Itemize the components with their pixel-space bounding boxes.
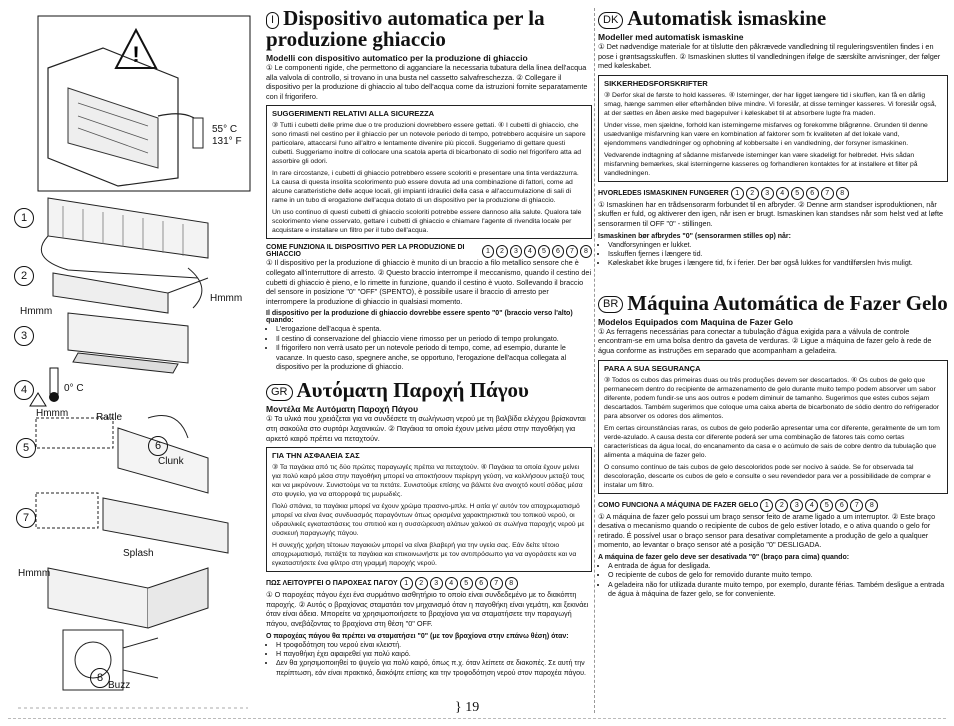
- greek-how-title: ΠΩΣ ΛΕΙΤΟΥΡΓΕΙ Ο ΠΑΡΟΧΕΑΣ ΠΑΓΟΥ 1 2 3 4 5 6 7 8: [266, 577, 592, 590]
- temp-celsius-label: 55° C: [212, 124, 238, 135]
- danish-section: [598, 8, 948, 269]
- list-item: • Isskuffen fjernes i længere tid.: [608, 250, 948, 259]
- danish-safety-title: SIKKERHEDSFORSKRIFTER: [604, 78, 708, 88]
- danish-title: DK Automatisk ismaskine: [598, 8, 948, 29]
- danish-safety-p3: Vedvarende indtagning af sådanne misfarvede isterninger kan være skadeligt for helbredet. Hvis sådan misfarvning bemærkes, skal isterningerne kasseres og forhandleren kontaktes for at installere et filter på vandledningen.: [604, 151, 918, 177]
- greek-stop-title: Ο παροχέας πάγου θα πρέπει να σταματήσει "0" (με τον βραχίονα στην επάνω θέση) όταν:: [266, 632, 569, 640]
- greek-safety-p2: Πολύ σπάνια, τα παγάκια μπορεί να έχουν χρώμα πρασινο-μπλε. Η αιτία γι' αυτόν τον αποχρωματισμό μπορεί να είναι ένας συνδυασμός παραγόντων όπως ορισμένα χαρακτηριστικά του τοπικού νερού, οι υδραυλικές εγκαταστάσεις του σπιτιού και η συσσώρευση αλάτων χαλκού σε σωλήνα παροχής νερού με συσκευή παραγωγής πάγου.: [272, 503, 585, 538]
- middle-column: [266, 8, 592, 678]
- marker-8: 8: [90, 668, 110, 688]
- list-item: • O recipiente de cubos de gelo for removido durante muito tempo.: [608, 571, 948, 580]
- greek-safety-box: [266, 447, 592, 572]
- list-item: • L'erogazione dell'acqua è spenta.: [276, 325, 592, 334]
- greek-title: GR Αυτόματη Παροχή Πάγου: [266, 380, 592, 401]
- clunk-label: Clunk: [158, 456, 184, 467]
- italian-safety-p1: ③ Tutti i cubetti delle prime due o tre produzioni dovrebbero essere gettati. ④ I cubetti di ghiaccio, che sono rimasti nel cestino per il ghiaccio per un notevole periodo di tempo, potrebbero acquisire un sapore particolare, attaccarsi l'uno all'altro e lentamente divenire più piccoli. Suggeriamo di gettare questi cubetti. Suggeriamo inoltre di collocare una scatola aperta di bicarbonato di sodio nel frigorifero atta ad assorbire gli odori.: [272, 122, 586, 166]
- greek-models: Μοντέλα Με Αυτόματη Παροχή Πάγου: [266, 404, 419, 415]
- danish-safety-p2: Under visse, men sjældne, forhold kan isterningerne misfarves og forekomme blågrønne. Grunden til denne usædvanlige misfarvning kan være en kombination af faktorer som fx kvaliteten af det lokale vand, ejendommens vandledninger og ophobning af kobbersalte i en vandledning, der forsyner ismaskinen.: [604, 121, 928, 147]
- italian-section: [266, 8, 592, 372]
- greek-section: [266, 380, 592, 678]
- splash-label: Splash: [123, 548, 154, 559]
- italian-how-title: COME FUNZIONA IL DISPOSITIVO PER LA PRODUZIONE DI GHIACCIO 1 2 3 4 5 6 7 8: [266, 244, 592, 258]
- illustration-column: [8, 8, 258, 713]
- list-item: • Køleskabet ikke bruges i længere tid, fx i ferier. Der bør også lukkes for vandtilførslen hvis muligt.: [608, 259, 948, 268]
- marker-2: 2: [14, 266, 34, 286]
- italian-title: I Dispositivo automatica per la produzione ghiaccio: [266, 6, 545, 51]
- hmmm-label-2: Hmmm: [210, 293, 243, 304]
- danish-how-title: HVORLEDES ISMASKINEN FUNGERER 1 2 3 4 5 6 7 8: [598, 187, 948, 200]
- hmmm-label-1: Hmmm: [20, 306, 53, 317]
- buzz-label: Buzz: [108, 680, 131, 691]
- italian-intro: ① Le componenti rigide, che permettono di agganciare la necessaria tubatura della linea dell'acqua alla valvola di controllo, si trovano in una busta nel cassetto salvafreschezza. ② Collegare il dispositivo per la produzione di ghiaccio al tubo dell'acqua come da istruzioni fornite separatamente con il frigorifero.: [266, 63, 588, 101]
- temp-fahrenheit-label: 131° F: [212, 136, 242, 147]
- greek-safety-p1: ③ Τα παγάκια από τις δύο πρώτες παραγωγές πρέπει να πεταχτούν. ④ Παγάκια τα οποία έχουν μείνει για πολύ καιρό μέσα στην παγοθήκη μπορεί να αποκτήσουν περίεργη γεύση, να κολλήσουν μεταξύ τους και να μικρύνουν. Συνιστούμε να τα πετάτε. Συνιστούμε επίσης να βάλετε ένα ανοιχτό κουτί σόδας μέσα στο ψυγείο, για να απορροφά τις μυρωδιές.: [272, 464, 585, 499]
- zero-celsius-label: 0° C: [64, 383, 84, 394]
- page-number: } 19: [455, 700, 480, 715]
- danish-intro: ① Det nødvendige materiale for at tilslutte den påkrævede vandledning til reguleringsventilen findes i en pose i grøntsagsskuffen. ② Ismaskinen sluttes til vandledningen ifølge de særskilte anvisninger, der følger med køleskabet.: [598, 42, 941, 71]
- danish-models: Modeller med automatisk ismaskine: [598, 32, 744, 42]
- marker-5: 5: [16, 438, 36, 458]
- column-divider: [594, 8, 595, 713]
- greek-intro: ① Τα υλικά που χρειάζεται για να συνδέσετε τη σωλήνωση νερού με τη βαλβίδα ελέγχου βρίσκονται στη σακούλα στο συρτάρι λαχανικών. ② Παγάκια τα οποία έχουν μείνει μέσα στην παγοθήκη για αρκετό καιρό πρέπει να πεταχτούν.: [266, 414, 586, 443]
- portuguese-safety-title: PARA A SUA SEGURANÇA: [604, 363, 701, 373]
- portuguese-stop-list: [598, 562, 948, 600]
- rattle-label: Rattle: [96, 412, 123, 423]
- danish-stop-title: Ismaskinen bør afbrydes "0" (sensorarmen stilles op) når:: [598, 232, 791, 240]
- marker-1: 1: [14, 208, 34, 228]
- icemaker-illustrations: [8, 8, 258, 713]
- portuguese-section: [598, 290, 948, 600]
- list-item: • Vandforsyningen er lukket.: [608, 241, 948, 250]
- portuguese-intro: ① As ferragens necessárias para conectar a tubulação d'água exigida para a válvula de controle encontram-se em uma bolsa dentro da gaveta de verduras. ② Ligue a máquina de fazer gelo à rede de água conforme as instruções em separado que acompanham a geladeira.: [598, 326, 932, 355]
- marker-7: 7: [16, 508, 36, 528]
- list-item: • A geladeira não for utilizada durante muito tempo, por exemplo, durante férias. Também desligue a entrada de água à máquina de fazer gelo, se for conveniente.: [608, 581, 948, 600]
- portuguese-title: BR Máquina Automática de Fazer Gelo: [598, 293, 948, 314]
- italian-models: Modelli con dispositivo automatico per la produzione di ghiaccio: [266, 53, 528, 63]
- italian-safety-title: SUGGERIMENTI RELATIVI ALLA SICUREZZA: [272, 109, 435, 119]
- list-item: • Il cestino di conservazione del ghiaccio viene rimosso per un periodo di tempo prolungato.: [276, 335, 592, 344]
- greek-safety-p3: Η συνεχής χρήση τέτοιων παγακιών μπορεί να είναι βλαβερή για την υγεία σας. Εάν δείτε τέτοιο αποχρωματισμό, πετάξτε τα παγάκια και επικοινωνήστε με τον αντιπρόσωπο για να αγοράσετε και να εγκαταστήσετε ένα φίλτρο στη γραμμή παροχής νερού.: [272, 542, 577, 568]
- danish-stop-list: [598, 241, 948, 269]
- danish-safety-box: [598, 75, 948, 182]
- list-item: • Η τροφοδότηση του νερού είναι κλειστή.: [276, 641, 592, 650]
- svg-text:!: !: [132, 42, 140, 67]
- portuguese-how-text: ① A máquina de fazer gelo possui um braço sensor feito de arame ligado a um interruptor. ② Este braço desativa o mecanismo quando o recipiente de cubos de gelo estiver lotado, e o ativa quando o gelo for retirado. É possível usar o braço sensor para desativar completamente a produção de gelo a qualquer momento, ao levantar o braço sensor até a posição "0" DESLIGADA.: [598, 511, 936, 550]
- greek-how-text: ① Ο παροχέας πάγου έχει ένα συρμάτινο αισθητήριο το οποίο είναι συνδεδεμένο με το διακόπτη παροχής. ② Αυτός ο βραχίονας σταματάει τον μηχανισμό όταν η παγοθήκη είναι γεμάτη, και ξεκινάει όταν είναι άδεια. Μπορείτε να χρησιμοποιήσετε το βραχίονα για να σταματήσετε την παραγωγή πάγου, ανεβάζοντας το βραχίονα στη θέση "0" OFF.: [266, 590, 589, 628]
- italian-safety-p3: Un uso continuo di questi cubetti di ghiaccio scoloriti potrebbe essere dannoso alla salute. Qualora tale scolorimento viene osservato, gettare i cubetti di ghiaccio e chiamare l'agente di rivendita locale per acquistare e installare un filtro per il tubo dell'acqua.: [272, 209, 582, 235]
- portuguese-stop-title: A máquina de fazer gelo deve ser desativada "0" (braço para cima) quando:: [598, 553, 850, 561]
- right-column: [598, 8, 948, 600]
- list-item: • Η παγοθήκη έχει αφαιρεθεί για πολύ καιρό.: [276, 650, 592, 659]
- portuguese-safety-p3: O consumo contínuo de tais cubos de gelo descoloridos pode ser nocivo à saúde. Se for observada tal descoloração, descarte os cubos de gelo e consulte o seu revendedor para ver a possibilidade de comprar e instalar um filtro.: [604, 463, 931, 489]
- list-item: • A entrada de água for desligada.: [608, 562, 948, 571]
- marker-3: 3: [14, 326, 34, 346]
- portuguese-how-title: COMO FUNCIONA A MÁQUINA DE FAZER GELO 1 2 3 4 5 6 7 8: [598, 499, 948, 512]
- bottom-divider: [8, 718, 946, 719]
- hmmm-label-4: Hmmm: [18, 568, 51, 579]
- list-item: • Il frigorifero non verrà usato per un notevole periodo di tempo, come, ad esempio, durante le vacanze. In questo caso, spegnere anche, se opportuno, l'erogazione dell'acqua collegata al dispositivo per la produzione di ghiaccio.: [276, 344, 592, 372]
- italian-safety-box: [266, 105, 592, 239]
- portuguese-safety-p1: ③ Todos os cubos das primeiras duas ou três produções devem ser descartados. ④ Os cubos de gelo que permanecem dentro do recipiente de armazenamento de gelo durante muito tempo podem absorver um sabor diferente, podem fundir-se uns aos outros e podem diminuir de tamanho. Sugerimos que estes cubos sejam descartados. Também sugerimos que coloque uma caixa aberta de bicarbonato de sódio dentro do refrigerador para absorver os odores dos alimentos.: [604, 376, 940, 420]
- italian-stop-title: Il dispositivo per la produzione di ghiaccio dovrebbe essere spento "0" (braccio verso l'alto) quando:: [266, 310, 573, 325]
- marker-6: 6: [148, 436, 168, 456]
- danish-how-text: ① Ismaskinen har en trådsensorarm forbundet til en afbryder. ② Denne arm standser isproduktionen, når skuffen er fuld, og aktiverer den igen, når isen er brugt. Ismaskinen kan standses når som helst ved at løfte sensorarmen til OFF "0" - stillingen.: [598, 199, 944, 228]
- portuguese-safety-p2: Em certas circunstâncias raras, os cubos de gelo poderão apresentar uma cor diferente, geralmente de um tom verde-azulado. A causa desta cor diferente poderá ser uma combinação de fatores tais como certas características da água local, do encanamento da casa e o acúmulo de sais de cobre dentro da tubulação que alimenta a máquina de fazer gelo.: [604, 424, 940, 459]
- greek-stop-list: [266, 641, 592, 679]
- portuguese-models: Modelos Equipados com Maquina de Fazer Gelo: [598, 316, 794, 327]
- portuguese-safety-box: [598, 360, 948, 494]
- greek-safety-title: ΓΙΑ ΤΗΝ ΑΣΦΑΛΕΙΑ ΣΑΣ: [272, 451, 360, 461]
- italian-safety-p2: In rare circostanze, i cubetti di ghiaccio potrebbero essere scoloriti e presentare una tinta verdazzurra. La causa di questa insolita scolorimento può essere dovuta ad una combinazione di fattori, come ad alcune caratteristiche delle acque locali, gli impianti idraulici della casa e all'accumulazione di sali di rame in un tubo di erogazione dell'acqua dotato di un dispositivo per la produzione di ghiaccio.: [272, 170, 579, 205]
- marker-4: 4: [14, 380, 34, 400]
- italian-stop-list: [266, 325, 592, 372]
- italian-how-text: ① Il dispositivo per la produzione di ghiaccio è munito di un braccio a filo metallico sensore che è collegato all'interruttore di arresto. ② Questo braccio interrompe il meccanismo, quando il cestino dei cubetti di ghiaccio è pieno, e lo rimette in funzione, quando il cestino è vuoto. Sollevando il braccio del sensore in posizione "0" "OFF" (SPENTO), è possibile usare il braccio di arresto per interrompere la produzione di ghiaccio in qualsiasi momento.: [266, 258, 592, 306]
- list-item: • Δεν θα χρησιμοποιηθεί το ψυγείο για πολύ καιρό, όπως π.χ. όταν λείπετε σε διακοπές. Σε αυτή την περίπτωση, εάν είναι πρακτικό, διακόψτε επίσης και την τροφοδότηση νερού στον παροχέα πάγου.: [276, 659, 592, 678]
- danish-safety-p1: ③ Derfor skal de første to hold kasseres. ④ Isterninger, der har ligget længere tid i skuffen, kan få en dårlig smag, hænge sammen eller efterhånden blive mindre. Vi foreslår, at disse terninger kasseres. Vi foreslår også, at der sættes en åben æske med bagepulver i køleskabet til at absorbere lugte fra maden.: [604, 91, 937, 117]
- hmmm-label-3: Hmmm: [36, 408, 69, 419]
